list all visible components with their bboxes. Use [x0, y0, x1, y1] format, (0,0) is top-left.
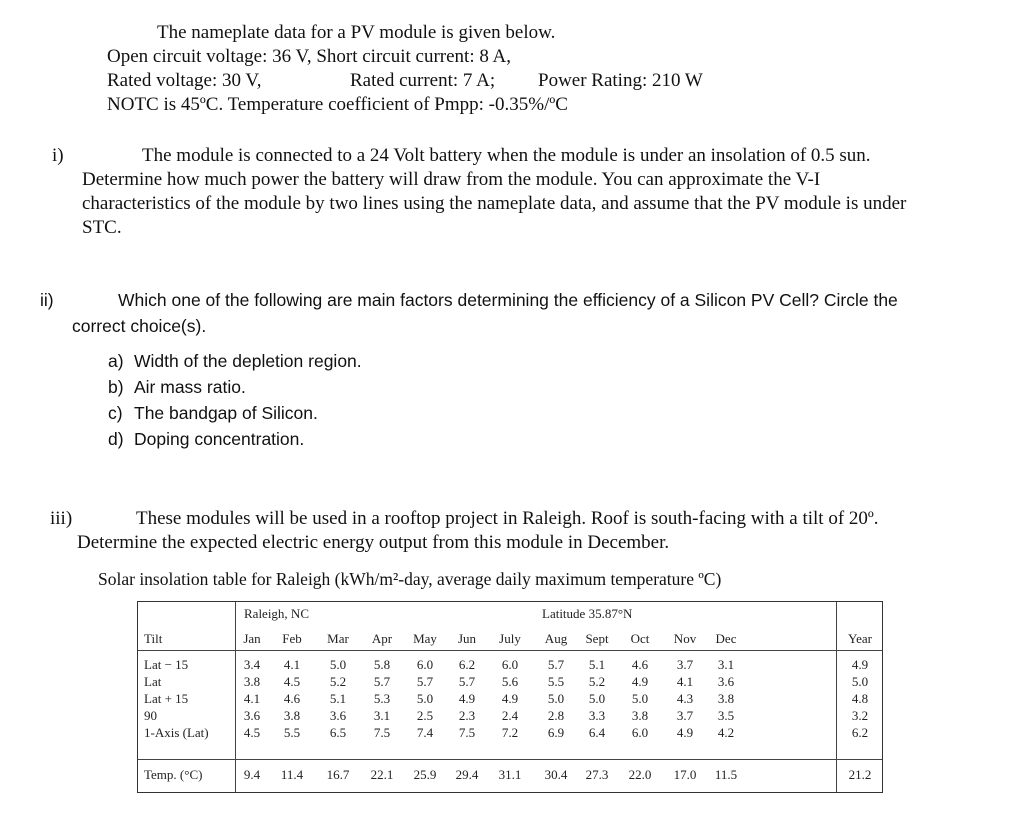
- row-tilt-label: 90: [144, 708, 157, 723]
- year-cell: 4.9: [851, 657, 869, 672]
- intro-line-3c: Power Rating: 210 W: [538, 70, 703, 91]
- table-cell: 3.1: [373, 708, 391, 723]
- question-3-number: iii): [50, 508, 73, 529]
- choice-b-text: Air mass ratio.: [134, 377, 246, 397]
- table-cell: 4.9: [458, 691, 476, 706]
- table-cell: 3.7: [676, 708, 694, 723]
- table-cell: 6.4: [588, 725, 606, 740]
- table-cell: 4.2: [717, 725, 735, 740]
- table-cell: 3.8: [283, 708, 301, 723]
- table-cell: 3.8: [631, 708, 649, 723]
- table-cell: 5.3: [373, 691, 391, 706]
- table-cell: 5.8: [373, 657, 391, 672]
- table-cell: 6.2: [458, 657, 476, 672]
- question-3-line-2: Determine the expected electric energy output from this module in December.: [77, 532, 670, 553]
- table-cell: 3.5: [717, 708, 735, 723]
- table-cell: 5.5: [547, 674, 565, 689]
- table-cell: 5.0: [547, 691, 565, 706]
- temp-cell: 11.4: [280, 767, 304, 782]
- row-tilt-label: 1-Axis (Lat): [144, 725, 209, 740]
- table-cell: 3.6: [717, 674, 735, 689]
- table-cell: 3.8: [717, 691, 735, 706]
- month-header: Jun: [457, 631, 477, 646]
- choice-c-text: The bandgap of Silicon.: [134, 403, 318, 423]
- table-cell: 6.0: [501, 657, 519, 672]
- row-tilt-label: Lat + 15: [144, 691, 189, 706]
- table-cell: 4.5: [243, 725, 261, 740]
- month-header: Jan: [243, 631, 261, 646]
- year-cell: 5.0: [851, 674, 869, 689]
- temp-cell: 11.5: [714, 767, 738, 782]
- intro-line-4: NOTC is 45ºC. Temperature coefficient of Pmpp: -0.35%/ºC: [107, 94, 568, 115]
- question-1-line-1: The module is connected to a 24 Volt battery when the module is under an insolation of 0.5 sun.: [142, 145, 871, 166]
- choice-d-label: d): [108, 429, 124, 449]
- table-cell: 4.1: [676, 674, 694, 689]
- table-cell: 5.2: [329, 674, 347, 689]
- table-cell: 5.0: [329, 657, 347, 672]
- table-cell: 5.5: [283, 725, 301, 740]
- choice-d[interactable]: [108, 429, 304, 450]
- table-divider-year: [836, 602, 837, 792]
- month-header: Feb: [282, 631, 302, 646]
- table-cell: 3.3: [588, 708, 606, 723]
- question-2-line-2: correct choice(s).: [72, 316, 207, 336]
- month-header: Sept: [585, 631, 609, 646]
- table-cell: 4.3: [676, 691, 694, 706]
- question-1-line-4: STC.: [82, 217, 122, 238]
- temp-cell: 29.4: [455, 767, 479, 782]
- temp-year-cell: 21.2: [848, 767, 872, 782]
- question-1-line-3: characteristics of the module by two lines using the nameplate data, and assume that the PV module is under: [82, 193, 907, 214]
- table-cell: 5.0: [631, 691, 649, 706]
- table-cell: 7.5: [373, 725, 391, 740]
- choice-d-text: Doping concentration.: [134, 429, 305, 449]
- choice-a[interactable]: [108, 351, 362, 372]
- choice-c-label: c): [108, 403, 123, 423]
- table-cell: 3.6: [243, 708, 261, 723]
- table-cell: 2.5: [416, 708, 434, 723]
- year-cell: 6.2: [851, 725, 869, 740]
- year-cell: 3.2: [851, 708, 869, 723]
- table-cell: 3.4: [243, 657, 261, 672]
- table-cell: 5.7: [416, 674, 434, 689]
- month-header: Oct: [630, 631, 650, 646]
- month-header: July: [499, 631, 521, 646]
- table-tilt-header: Tilt: [144, 631, 163, 646]
- table-cell: 2.3: [458, 708, 476, 723]
- table-latitude: Latitude 35.87°N: [542, 606, 633, 621]
- table-cell: 4.6: [631, 657, 649, 672]
- table-cell: 7.2: [501, 725, 519, 740]
- table-cell: 5.0: [588, 691, 606, 706]
- table-cell: 3.8: [243, 674, 261, 689]
- table-cell: 4.5: [283, 674, 301, 689]
- temp-cell: 17.0: [673, 767, 697, 782]
- question-2-number: ii): [40, 290, 54, 310]
- table-caption: Solar insolation table for Raleigh (kWh/m²-day, average daily maximum temperature ºC): [98, 569, 722, 589]
- question-1-number: i): [52, 145, 64, 166]
- table-cell: 7.5: [458, 725, 476, 740]
- table-cell: 6.0: [631, 725, 649, 740]
- month-header: Dec: [715, 631, 737, 646]
- row-tilt-label: Lat: [144, 674, 162, 689]
- question-3-line-1: These modules will be used in a rooftop project in Raleigh. Roof is south-facing with a tilt of 20º.: [136, 508, 879, 529]
- insolation-table: [137, 601, 883, 793]
- table-cell: 4.9: [631, 674, 649, 689]
- temp-cell: 31.1: [498, 767, 522, 782]
- table-cell: 4.6: [283, 691, 301, 706]
- table-divider-tilt: [235, 602, 236, 792]
- table-cell: 2.8: [547, 708, 565, 723]
- table-divider-temp: [138, 759, 882, 760]
- table-cell: 5.7: [547, 657, 565, 672]
- choice-a-label: a): [108, 351, 124, 371]
- table-cell: 4.1: [283, 657, 301, 672]
- table-cell: 5.6: [501, 674, 519, 689]
- choice-a-text: Width of the depletion region.: [134, 351, 362, 371]
- temp-cell: 30.4: [544, 767, 568, 782]
- temp-label: Temp. (°C): [144, 767, 203, 782]
- temp-cell: 9.4: [243, 767, 261, 782]
- year-cell: 4.8: [851, 691, 869, 706]
- table-cell: 6.0: [416, 657, 434, 672]
- table-cell: 5.7: [458, 674, 476, 689]
- table-cell: 5.0: [416, 691, 434, 706]
- month-header: May: [413, 631, 437, 646]
- table-cell: 6.5: [329, 725, 347, 740]
- table-cell: 3.6: [329, 708, 347, 723]
- table-divider-header: [138, 650, 882, 651]
- choice-b-label: b): [108, 377, 124, 397]
- intro-line-2: Open circuit voltage: 36 V, Short circuit current: 8 A,: [107, 46, 512, 67]
- table-cell: 4.9: [676, 725, 694, 740]
- row-tilt-label: Lat − 15: [144, 657, 189, 672]
- table-cell: 2.4: [501, 708, 519, 723]
- table-cell: 3.1: [717, 657, 735, 672]
- table-cell: 5.1: [329, 691, 347, 706]
- table-cell: 6.9: [547, 725, 565, 740]
- question-1-line-2: Determine how much power the battery will draw from the module. You can approximate the V-I: [82, 169, 821, 190]
- choice-b[interactable]: [108, 377, 246, 398]
- choice-c[interactable]: [108, 403, 318, 424]
- intro-line-3a: Rated voltage: 30 V,: [107, 70, 262, 91]
- question-2-line-1: Which one of the following are main factors determining the efficiency of a Silicon PV Cell? Circle the: [118, 290, 898, 310]
- table-cell: 5.2: [588, 674, 606, 689]
- table-location: Raleigh, NC: [244, 606, 309, 621]
- table-year-header: Year: [848, 631, 872, 646]
- table-cell: 5.1: [588, 657, 606, 672]
- temp-cell: 22.1: [370, 767, 394, 782]
- table-cell: 7.4: [416, 725, 434, 740]
- temp-cell: 22.0: [628, 767, 652, 782]
- intro-line-3b: Rated current: 7 A;: [350, 70, 496, 91]
- temp-cell: 16.7: [326, 767, 350, 782]
- month-header: Aug: [544, 631, 568, 646]
- table-cell: 4.9: [501, 691, 519, 706]
- table-cell: 5.7: [373, 674, 391, 689]
- month-header: Mar: [327, 631, 349, 646]
- temp-cell: 27.3: [585, 767, 609, 782]
- month-header: Nov: [673, 631, 697, 646]
- month-header: Apr: [371, 631, 393, 646]
- intro-line-1: The nameplate data for a PV module is given below.: [157, 22, 556, 43]
- table-cell: 3.7: [676, 657, 694, 672]
- temp-cell: 25.9: [413, 767, 437, 782]
- table-cell: 4.1: [243, 691, 261, 706]
